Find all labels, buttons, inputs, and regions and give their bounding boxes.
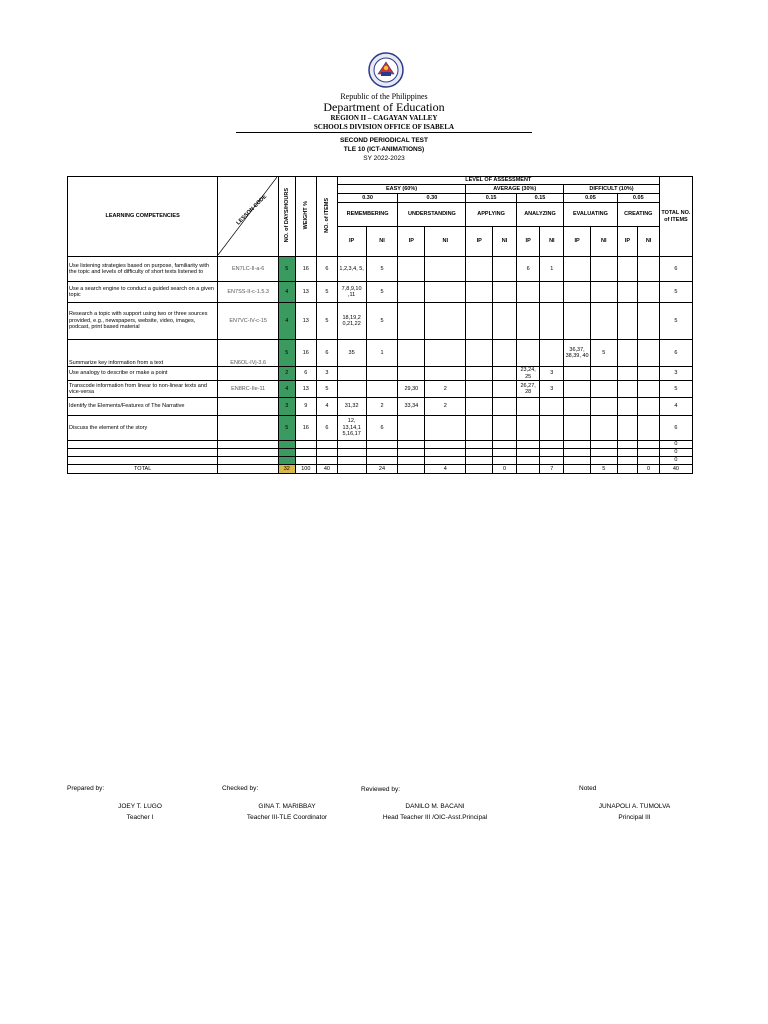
noted-name: JUNAPOLI A. TUMOLVA bbox=[598, 803, 671, 810]
und-ip-cell bbox=[398, 367, 425, 381]
total-row bbox=[68, 465, 693, 474]
lesson-code-header bbox=[218, 177, 279, 257]
noted-title: Principal III bbox=[618, 814, 651, 821]
eva-ni-cell bbox=[590, 367, 617, 381]
table-row bbox=[68, 367, 693, 381]
days-cell: 4 bbox=[279, 282, 295, 303]
total-items: 40 bbox=[317, 465, 338, 474]
competency-cell: Identify the Elements/Features of The Narrative bbox=[68, 398, 218, 416]
average-header: AVERAGE (30%) bbox=[466, 185, 564, 194]
eva-ni-cell: 5 bbox=[590, 340, 617, 367]
items-cell: 3 bbox=[317, 367, 338, 381]
weight-remembering: 0.30 bbox=[337, 194, 398, 203]
ni-header: NI bbox=[638, 227, 660, 257]
app-ni-cell bbox=[493, 257, 517, 282]
rem-ni-cell: 5 bbox=[366, 282, 398, 303]
weight-cell: 16 bbox=[295, 257, 317, 282]
cre-ni-cell bbox=[638, 416, 660, 441]
eva-ni-cell bbox=[590, 381, 617, 398]
ana-ni-cell: 1 bbox=[540, 257, 564, 282]
und-ni-cell bbox=[425, 416, 466, 441]
ni-header: NI bbox=[425, 227, 466, 257]
checked-title: Teacher III-TLE Coordinator bbox=[246, 814, 328, 821]
app-ni-cell bbox=[493, 398, 517, 416]
noted-label: Noted bbox=[579, 785, 597, 792]
rem-ni-cell: 6 bbox=[366, 416, 398, 441]
table-row bbox=[68, 381, 693, 398]
ana-ip-cell bbox=[516, 303, 540, 340]
difficult-header: DIFFICULT (10%) bbox=[564, 185, 660, 194]
code-cell: EN7LC-II-a-6 bbox=[218, 257, 279, 282]
items-cell: 5 bbox=[317, 381, 338, 398]
blank-row bbox=[68, 441, 693, 449]
days-cell: 2 bbox=[279, 367, 295, 381]
code-cell: EN6OL-IVj-3.6 bbox=[218, 340, 279, 367]
und-ip-cell bbox=[398, 257, 425, 282]
und-ni-cell bbox=[425, 282, 466, 303]
eva-ip-cell bbox=[564, 303, 591, 340]
rem-ni-cell bbox=[366, 381, 398, 398]
days-cell: 5 bbox=[279, 416, 295, 441]
ana-ip-cell bbox=[516, 282, 540, 303]
rem-ip-cell: 7,8,9,10 ,11 bbox=[337, 282, 366, 303]
eva-ni-cell bbox=[590, 416, 617, 441]
app-ip-cell bbox=[466, 303, 493, 340]
days-cell: 3 bbox=[279, 398, 295, 416]
ana-ip-cell: 23,24, 25 bbox=[516, 367, 540, 381]
reviewed-name: DANILO M. BACANI bbox=[405, 803, 465, 810]
rem-ni-cell bbox=[366, 367, 398, 381]
cre-ip-cell bbox=[617, 367, 638, 381]
und-ip-cell bbox=[398, 340, 425, 367]
cre-ip-cell bbox=[617, 303, 638, 340]
app-ip-cell bbox=[466, 416, 493, 441]
rem-ip-cell: 1,2,3,4, 5, bbox=[337, 257, 366, 282]
app-ni-cell bbox=[493, 340, 517, 367]
table-row bbox=[68, 340, 693, 367]
reviewed-label: Reviewed by: bbox=[361, 786, 401, 793]
ana-ip-cell bbox=[516, 398, 540, 416]
items-cell: 4 bbox=[317, 398, 338, 416]
table-row bbox=[68, 416, 693, 441]
und-ip-cell bbox=[398, 416, 425, 441]
ip-header: IP bbox=[564, 227, 591, 257]
table-row bbox=[68, 303, 693, 340]
und-ni-cell bbox=[425, 340, 466, 367]
weight-analyzing: 0.15 bbox=[516, 194, 563, 203]
weight-label: WEIGHT % bbox=[302, 201, 309, 230]
eva-ip-cell bbox=[564, 381, 591, 398]
eva-ni-cell bbox=[590, 282, 617, 303]
cre-ni-cell bbox=[638, 398, 660, 416]
und-ip-cell bbox=[398, 303, 425, 340]
eva-ip-cell bbox=[564, 398, 591, 416]
app-ip-cell bbox=[466, 257, 493, 282]
table-row bbox=[68, 257, 693, 282]
ana-ip-cell: 26,27, 28 bbox=[516, 381, 540, 398]
header-divider bbox=[236, 132, 532, 133]
total-cre-ni: 0 bbox=[638, 465, 660, 474]
app-ni-cell bbox=[493, 367, 517, 381]
rem-ni-cell: 5 bbox=[366, 303, 398, 340]
evaluating-header: EVALUATING bbox=[564, 203, 618, 227]
items-cell: 5 bbox=[317, 282, 338, 303]
und-ip-cell: 29,30 bbox=[398, 381, 425, 398]
total-cell: 5 bbox=[659, 381, 692, 398]
eva-ip-cell bbox=[564, 367, 591, 381]
prepared-label: Prepared by: bbox=[67, 785, 105, 792]
prepared-title: Teacher I bbox=[126, 814, 154, 821]
cre-ni-cell bbox=[638, 303, 660, 340]
weight-cell: 13 bbox=[295, 381, 317, 398]
days-hours-header bbox=[279, 177, 295, 257]
republic-line: Republic of the Philippines bbox=[340, 92, 428, 101]
cre-ip-cell bbox=[617, 340, 638, 367]
total-weight: 100 bbox=[295, 465, 317, 474]
weight-cell: 13 bbox=[295, 303, 317, 340]
cre-ip-cell bbox=[617, 398, 638, 416]
ip-header: IP bbox=[516, 227, 540, 257]
ni-header: NI bbox=[590, 227, 617, 257]
subject-line: TLE 10 (ICT-ANIMATIONS) bbox=[343, 146, 425, 153]
weight-cell: 6 bbox=[295, 367, 317, 381]
weight-evaluating: 0.05 bbox=[564, 194, 618, 203]
total-cell: 6 bbox=[659, 340, 692, 367]
und-ni-cell: 2 bbox=[425, 398, 466, 416]
weight-creating: 0.05 bbox=[617, 194, 659, 203]
rem-ip-cell: 12, 13,14,1 5,16,17 bbox=[337, 416, 366, 441]
eva-ip-cell: 36,37, 38,39, 40 bbox=[564, 340, 591, 367]
learning-competencies-header: LEARNING COMPETENCIES bbox=[68, 177, 218, 257]
weight-applying: 0.15 bbox=[466, 194, 516, 203]
competency-cell: Summarize key information from a text bbox=[68, 340, 218, 367]
region-line: REGION II – CAGAYAN VALLEY bbox=[330, 114, 438, 122]
code-cell bbox=[218, 367, 279, 381]
weight-cell: 9 bbox=[295, 398, 317, 416]
rem-ip-cell: 18,19,2 0,21,22 bbox=[337, 303, 366, 340]
und-ip-cell: 33,34 bbox=[398, 398, 425, 416]
app-ni-cell bbox=[493, 416, 517, 441]
competency-cell: Discuss the element of the story bbox=[68, 416, 218, 441]
code-cell: EN7SS-II-c-1.5.3 bbox=[218, 282, 279, 303]
eva-ip-cell bbox=[564, 416, 591, 441]
cre-ip-cell bbox=[617, 416, 638, 441]
ana-ni-cell: 3 bbox=[540, 381, 564, 398]
rem-ip-cell bbox=[337, 367, 366, 381]
eva-ni-cell bbox=[590, 303, 617, 340]
eva-ni-cell bbox=[590, 257, 617, 282]
und-ni-cell bbox=[425, 367, 466, 381]
cre-ip-cell bbox=[617, 282, 638, 303]
total-ana-ni: 7 bbox=[540, 465, 564, 474]
blank-row bbox=[68, 449, 693, 457]
ip-header: IP bbox=[466, 227, 493, 257]
ip-header: IP bbox=[398, 227, 425, 257]
total-cell: 3 bbox=[659, 367, 692, 381]
weight-cell: 16 bbox=[295, 340, 317, 367]
competency-cell: Use listening strategies based on purpose, familiarity with the topic and levels of difficulty of short texts listened to bbox=[68, 257, 218, 282]
app-ip-cell bbox=[466, 367, 493, 381]
cre-ni-cell bbox=[638, 367, 660, 381]
rem-ip-cell bbox=[337, 381, 366, 398]
school-year: SY 2022-2023 bbox=[363, 155, 405, 162]
items-cell: 5 bbox=[317, 303, 338, 340]
total-cell: 0 bbox=[659, 449, 692, 457]
und-ni-cell bbox=[425, 303, 466, 340]
cre-ip-cell bbox=[617, 381, 638, 398]
days-cell: 4 bbox=[279, 381, 295, 398]
blank-row bbox=[68, 457, 693, 465]
total-label: TOTAL bbox=[68, 465, 218, 474]
ni-header: NI bbox=[493, 227, 517, 257]
days-cell: 4 bbox=[279, 303, 295, 340]
days-hours-label: NO. of DAYS/HOURS bbox=[283, 188, 290, 243]
cre-ip-cell bbox=[617, 257, 638, 282]
competency-cell: Use a search engine to conduct a guided search on a given topic bbox=[68, 282, 218, 303]
ana-ni-cell bbox=[540, 340, 564, 367]
rem-ni-cell: 1 bbox=[366, 340, 398, 367]
app-ni-cell bbox=[493, 303, 517, 340]
deped-seal-icon bbox=[368, 52, 404, 88]
und-ni-cell: 2 bbox=[425, 381, 466, 398]
total-cell: 6 bbox=[659, 416, 692, 441]
app-ni-cell bbox=[493, 381, 517, 398]
analyzing-header: ANALYZING bbox=[516, 203, 563, 227]
cre-ni-cell bbox=[638, 381, 660, 398]
ana-ni-cell bbox=[540, 303, 564, 340]
total-app-ni: 0 bbox=[493, 465, 517, 474]
ana-ip-cell: 6 bbox=[516, 257, 540, 282]
competency-cell: Research a topic with support using two or three sources provided, e.g., newspapers, website, video, images, podcast, print based material bbox=[68, 303, 218, 340]
applying-header: APPLYING bbox=[466, 203, 516, 227]
rem-ip-cell: 31,32 bbox=[337, 398, 366, 416]
total-cell: 5 bbox=[659, 282, 692, 303]
table-row bbox=[68, 398, 693, 416]
ip-header: IP bbox=[617, 227, 638, 257]
no-items-label: NO. of ITEMS bbox=[323, 197, 330, 233]
grand-total: 40 bbox=[659, 465, 692, 474]
rem-ip-cell: 35 bbox=[337, 340, 366, 367]
ni-header: NI bbox=[366, 227, 398, 257]
department-title: Department of Education bbox=[323, 100, 445, 114]
ni-header: NI bbox=[540, 227, 564, 257]
total-cell: 0 bbox=[659, 457, 692, 465]
ana-ni-cell bbox=[540, 282, 564, 303]
checked-label: Checked by: bbox=[222, 785, 259, 792]
code-cell bbox=[218, 416, 279, 441]
competency-cell: Transcode information from linear to non-linear texts and vice-versa bbox=[68, 381, 218, 398]
weight-header bbox=[295, 177, 317, 257]
total-cell: 4 bbox=[659, 398, 692, 416]
easy-header: EASY (60%) bbox=[337, 185, 466, 194]
total-und-ni: 4 bbox=[425, 465, 466, 474]
und-ni-cell bbox=[425, 257, 466, 282]
creating-header: CREATING bbox=[617, 203, 659, 227]
weight-cell: 16 bbox=[295, 416, 317, 441]
rem-ni-cell: 5 bbox=[366, 257, 398, 282]
ana-ip-cell bbox=[516, 340, 540, 367]
cre-ni-cell bbox=[638, 340, 660, 367]
total-items-header: TOTAL NO. of ITEMS bbox=[659, 177, 692, 257]
und-ip-cell bbox=[398, 282, 425, 303]
code-cell: EN7VC-IV-c-15 bbox=[218, 303, 279, 340]
table-row bbox=[68, 282, 693, 303]
total-eva-ni: 5 bbox=[590, 465, 617, 474]
remembering-header: REMEMBERING bbox=[337, 203, 398, 227]
eva-ip-cell bbox=[564, 282, 591, 303]
understanding-header: UNDERSTANDING bbox=[398, 203, 466, 227]
prepared-name: JOEY T. LUGO bbox=[118, 803, 162, 810]
app-ip-cell bbox=[466, 340, 493, 367]
eva-ip-cell bbox=[564, 257, 591, 282]
cre-ni-cell bbox=[638, 282, 660, 303]
division-line: SCHOOLS DIVISION OFFICE OF ISABELA bbox=[313, 123, 455, 131]
eva-ni-cell bbox=[590, 398, 617, 416]
weight-cell: 13 bbox=[295, 282, 317, 303]
weight-understanding: 0.30 bbox=[398, 194, 466, 203]
items-cell: 6 bbox=[317, 340, 338, 367]
rem-ni-cell: 2 bbox=[366, 398, 398, 416]
ana-ip-cell bbox=[516, 416, 540, 441]
no-items-header bbox=[317, 177, 338, 257]
table-of-specifications bbox=[67, 176, 693, 474]
test-name: SECOND PERIODICAL TEST bbox=[339, 137, 428, 144]
checked-name: GINA T. MARIBBAY bbox=[258, 803, 316, 810]
level-of-assessment-header: LEVEL OF ASSESSMENT bbox=[337, 177, 659, 185]
lesson-code-label: LESSON CODE bbox=[235, 193, 269, 227]
total-rem-ni: 24 bbox=[366, 465, 398, 474]
total-cell: 5 bbox=[659, 303, 692, 340]
total-cell: 0 bbox=[659, 441, 692, 449]
ip-header: IP bbox=[337, 227, 366, 257]
app-ni-cell bbox=[493, 282, 517, 303]
ana-ni-cell: 3 bbox=[540, 367, 564, 381]
days-cell: 5 bbox=[279, 340, 295, 367]
cre-ni-cell bbox=[638, 257, 660, 282]
total-days: 32 bbox=[279, 465, 295, 474]
competency-cell: Use analogy to describe or make a point bbox=[68, 367, 218, 381]
items-cell: 6 bbox=[317, 416, 338, 441]
reviewed-title: Head Teacher III /OIC-Asst.Principal bbox=[382, 814, 488, 821]
days-cell: 5 bbox=[279, 257, 295, 282]
ana-ni-cell bbox=[540, 416, 564, 441]
code-cell: EN8RC-IIe-11 bbox=[218, 381, 279, 398]
ana-ni-cell bbox=[540, 398, 564, 416]
total-cell: 6 bbox=[659, 257, 692, 282]
app-ip-cell bbox=[466, 381, 493, 398]
app-ip-cell bbox=[466, 282, 493, 303]
items-cell: 6 bbox=[317, 257, 338, 282]
app-ip-cell bbox=[466, 398, 493, 416]
code-cell bbox=[218, 398, 279, 416]
